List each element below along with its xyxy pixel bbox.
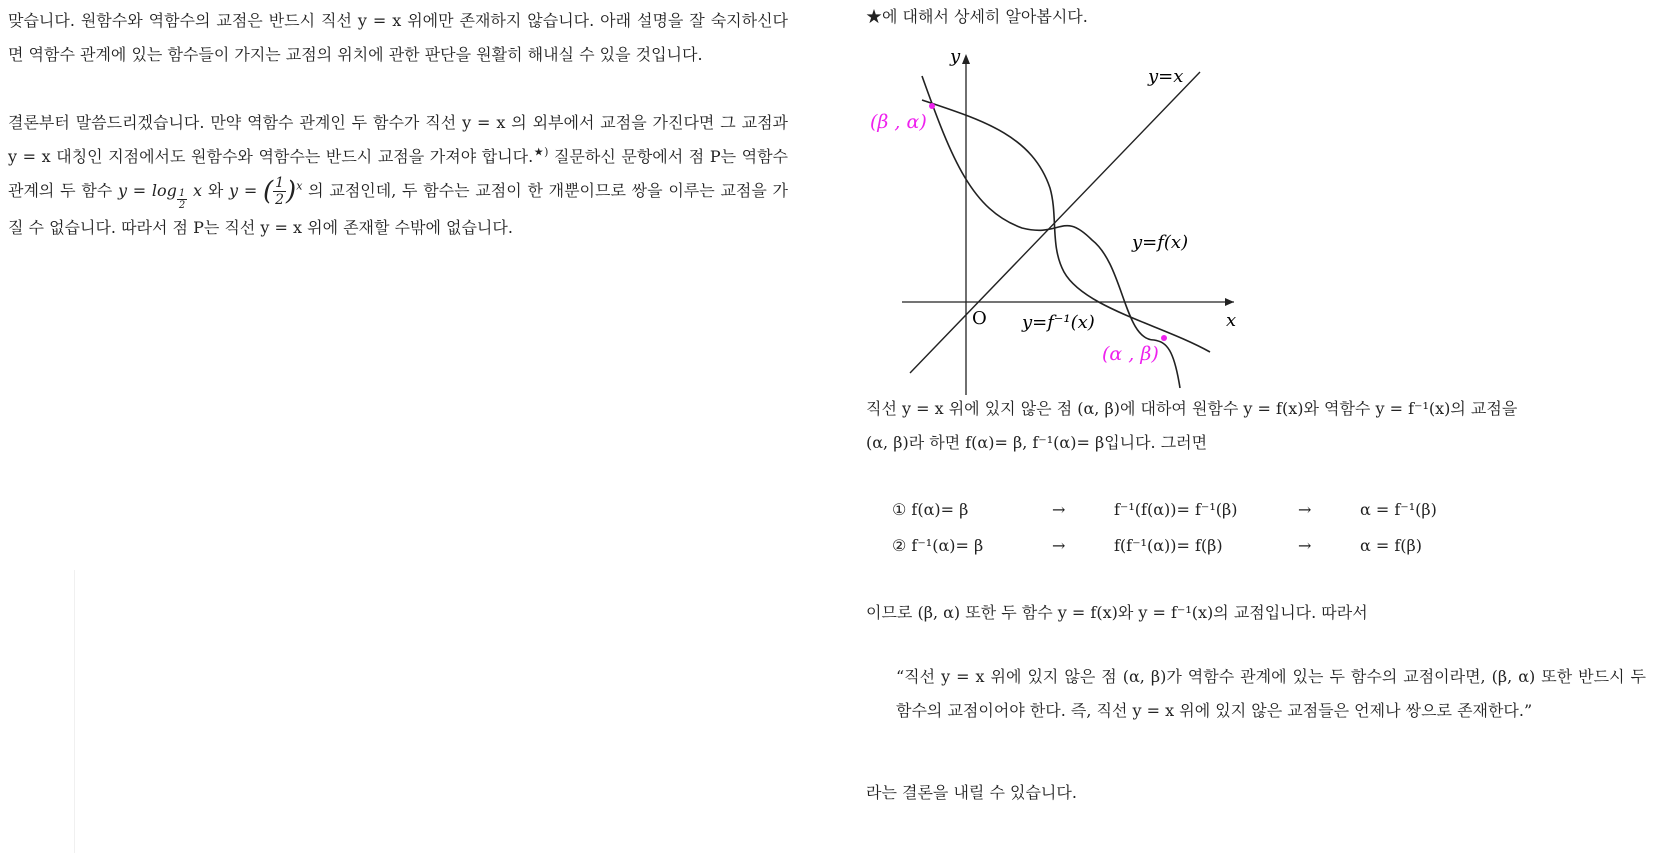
derivation-row-1-arrow1: →: [1052, 500, 1066, 519]
derivation-row-2-arrow1: →: [1052, 536, 1066, 555]
y-axis-label: y: [950, 46, 961, 67]
explanation-block: [866, 392, 1646, 460]
derivation-row-2-c2: f(f⁻¹(α))= f(β): [1114, 536, 1223, 555]
star-note-marker: ★): [533, 145, 549, 159]
exp-power: x: [296, 179, 303, 193]
f-label: y=f(x): [1132, 232, 1189, 253]
log-base-fraction: [177, 188, 187, 211]
exp-lhs: y =: [229, 181, 263, 200]
therefore-block: [866, 596, 1646, 630]
x-axis-arrow: [1225, 298, 1234, 306]
exp-base-num: 1: [275, 175, 285, 191]
point-lower-label: (α , β): [1102, 343, 1159, 365]
conclusion-text-a: 결론부터 말씀드리겠습니다. 만약 역함수 관계인 두 함수가 직선 y = x 의 외부에서 교점을 가진다면 그 교점과 y = x 대칭인 지점에서도 원함수와 역함수는 반드시 교점을 가져야 합니다.: [8, 113, 788, 166]
conclusion-paragraph: [8, 106, 788, 245]
f-inverse-label: y=f⁻¹(x): [1022, 312, 1095, 333]
left-column: [8, 4, 788, 245]
final-block: [866, 776, 1646, 810]
log-function: [117, 181, 203, 211]
derivation-row-2-c1: ② f⁻¹(α)= β: [892, 536, 984, 555]
right-header: [866, 0, 1646, 34]
derivation-row-1-c3: α = f⁻¹(β): [1360, 500, 1437, 519]
log-text: y = log: [117, 181, 177, 200]
derivation-row-2-arrow2: →: [1298, 536, 1312, 555]
log-arg: x: [187, 181, 203, 200]
final-line: 라는 결론을 내릴 수 있습니다.: [866, 783, 1077, 802]
conclusion-text-b: 질문하신 문항에서 점 P는 역함수 관계의 두 함수: [8, 147, 789, 200]
explanation-line-2: (α, β)라 하면 f(α)= β, f⁻¹(α)= β입니다. 그러면: [866, 433, 1208, 452]
exp-function: y = ( $\frac{1}{2}$ )$^x$: [229, 175, 303, 208]
line-label: y=x: [1148, 66, 1184, 87]
derivation-row-1-arrow2: →: [1298, 500, 1312, 519]
point-alpha-beta: [1161, 335, 1167, 341]
y-axis-arrow: [962, 54, 970, 64]
quoted-conclusion: “직선 y = x 위에 있지 않은 점 (α, β)가 역함수 관계에 있는 두 함수의 교점이라면, (β, α) 또한 반드시 두 함수의 교점이어야 한다. 즉, 직선 y = x 위에 있지 않은 교점들은 언제나 쌍으로 존재한다.”: [896, 667, 1646, 720]
derivation-row-1-c1: ① f(α)= β: [892, 500, 969, 519]
star-header: ★에 대해서 상세히 알아봅시다.: [866, 7, 1088, 26]
origin-label: O: [972, 308, 987, 329]
derivation-row-1-c2: f⁻¹(f(α))= f⁻¹(β): [1114, 500, 1238, 519]
point-upper-label: (β , α): [870, 111, 927, 133]
faint-divider: [74, 570, 75, 853]
exp-base-fraction: [273, 175, 286, 208]
log-base-num: 1: [178, 188, 186, 199]
conclusion-text-c: 의 교점인데, 두 함수는 교점이 한 개뿐이므로 쌍을 이루는 교점을 가질 수 없습니다. 따라서 점 P는 직선 y = x 위에 존재할 수밖에 없습니다.: [8, 181, 789, 237]
intro-paragraph: 맞습니다. 원함수와 역함수의 교점은 반드시 직선 y = x 위에만 존재하지 않습니다. 아래 설명을 잘 숙지하신다면 역함수 관계에 있는 함수들이 가지는 교점의 위치에 관한 판단을 원활히 해내실 수 있을 것입니다.: [8, 11, 788, 64]
x-axis-label: x: [1226, 310, 1237, 331]
explanation-line-1: 직선 y = x 위에 있지 않은 점 (α, β)에 대하여 원함수 y = f(x)와 역함수 y = f⁻¹(x)의 교점을: [866, 399, 1518, 418]
log-base-den: 2: [178, 200, 186, 211]
and-text: 와: [202, 181, 230, 200]
inverse-function-graph: [862, 40, 1262, 398]
therefore-line: 이므로 (β, α) 또한 두 함수 y = f(x)와 y = f⁻¹(x)의 교점입니다. 따라서: [866, 603, 1368, 622]
exp-base-den: 2: [275, 192, 285, 208]
point-beta-alpha: [929, 103, 935, 109]
derivation-row-2-c3: α = f(β): [1360, 536, 1423, 555]
